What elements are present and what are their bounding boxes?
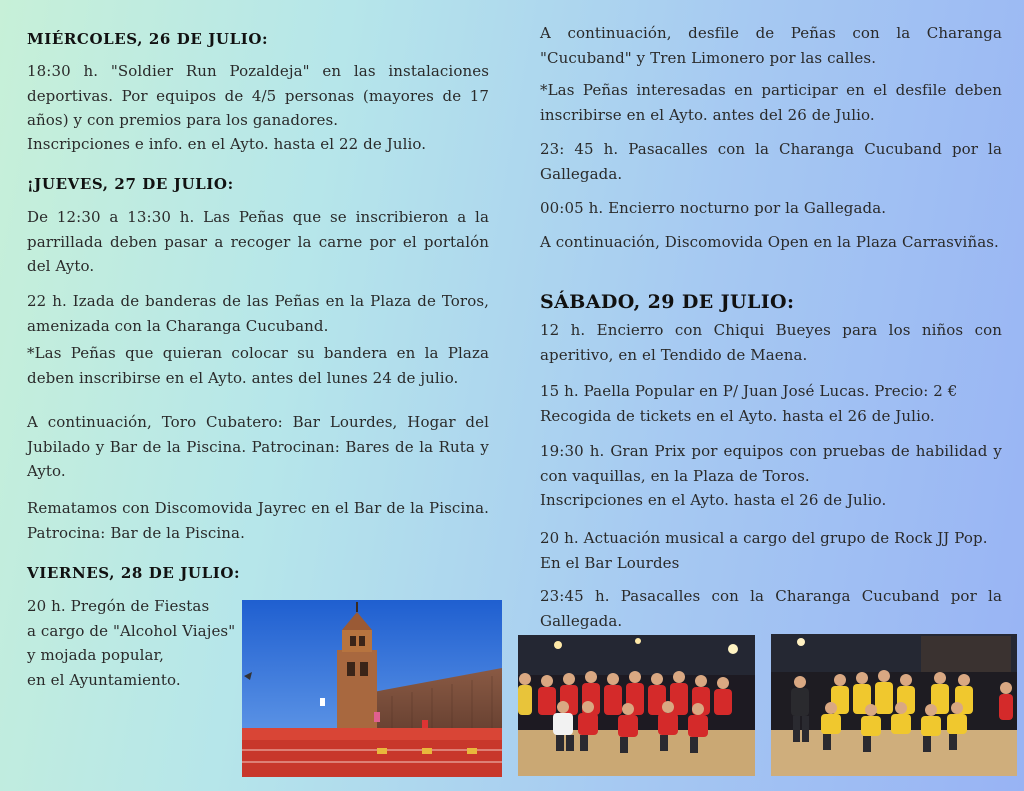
viernes-line-2: a cargo de "Alcohol Viajes": [27, 621, 236, 640]
right-text-3: 23: 45 h. Pasacalles con la Charanga Cucuband por la Gallegada.: [540, 140, 1002, 183]
group-photo-yellow: [771, 634, 1017, 776]
decor-mark: [244, 665, 252, 673]
jueves-text-2: 22 h. Izada de banderas de las Peñas en la Plaza de Toros, amenizada con la Charanga Cucuband.: [27, 292, 489, 335]
heading-jueves: ¡JUEVES, 27 DE JULIO:: [27, 175, 234, 193]
right-text-1: A continuación, desfile de Peñas con la Charanga "Cucuband" y Tren Limonero por las calles.: [540, 24, 1002, 67]
heading-sabado: SÁBADO, 29 DE JULIO:: [540, 291, 795, 313]
jueves-text-3: *Las Peñas que quieran colocar su bandera en la Plaza deben inscribirse en el Ayto. antes del lunes 24 de julio.: [27, 344, 489, 387]
sabado-text-2: 15 h. Paella Popular en P/ Juan José Lucas. Precio: 2 €: [540, 382, 958, 400]
sabado-text-3: 19:30 h. Gran Prix por equipos con pruebas de habilidad y con vaquillas, en la Plaza de Toros.: [540, 442, 1002, 485]
heading-viernes: VIERNES, 28 DE JULIO:: [27, 564, 241, 582]
viernes-line-3: y mojada popular,: [27, 646, 165, 664]
jueves-text-4: A continuación, Toro Cubatero: Bar Lourdes, Hogar del Jubilado y Bar de la Piscina. Patrocinan: Bares de la Ruta y Ayto.: [27, 413, 489, 480]
group-photo-red: [518, 635, 755, 776]
heading-miercoles: MIÉRCOLES, 26 DE JULIO:: [27, 30, 269, 48]
right-text-4: 00:05 h. Encierro nocturno por la Gallegada.: [540, 199, 887, 217]
sabado-text-4: 20 h. Actuación musical a cargo del grupo de Rock JJ Pop.: [540, 529, 988, 547]
right-text-5: A continuación, Discomovida Open en la Plaza Carrasviñas.: [540, 233, 999, 251]
church-photo: [242, 600, 502, 777]
sabado-text-4b: En el Bar Lourdes: [540, 554, 680, 572]
sabado-text-2b: Recogida de tickets en el Ayto. hasta el 26 de Julio.: [540, 407, 935, 425]
viernes-line-1: 20 h. Pregón de Fiestas: [27, 597, 210, 615]
miercoles-text-2: Inscripciones e info. en el Ayto. hasta el 22 de Julio.: [27, 135, 427, 153]
sabado-text-3b: Inscripciones en el Ayto. hasta el 26 de Julio.: [540, 491, 887, 509]
viernes-line-4: en el Ayuntamiento.: [27, 670, 181, 689]
right-text-2: *Las Peñas interesadas en participar en el desfile deben inscribirse en el Ayto. antes del 26 de Julio.: [540, 81, 1002, 124]
viernes-text: [27, 594, 247, 692]
jueves-text-1: De 12:30 a 13:30 h. Las Peñas que se inscribieron a la parrillada deben pasar a recoger la carne por el portalón del Ayto.: [27, 208, 489, 275]
jueves-text-5: Rematamos con Discomovida Jayrec en el Bar de la Piscina. Patrocina: Bar de la Piscina.: [27, 499, 489, 542]
sabado-text-5: 23:45 h. Pasacalles con la Charanga Cucuband por la Gallegada.: [540, 587, 1002, 630]
sabado-text-1: 12 h. Encierro con Chiqui Bueyes para los niños con aperitivo, en el Tendido de Maena.: [540, 321, 1002, 364]
miercoles-text-1: 18:30 h. "Soldier Run Pozaldeja" en las instalaciones deportivas. Por equipos de 4/5 personas (mayores de 17 años) y con premios para los ganadores.: [27, 62, 489, 129]
